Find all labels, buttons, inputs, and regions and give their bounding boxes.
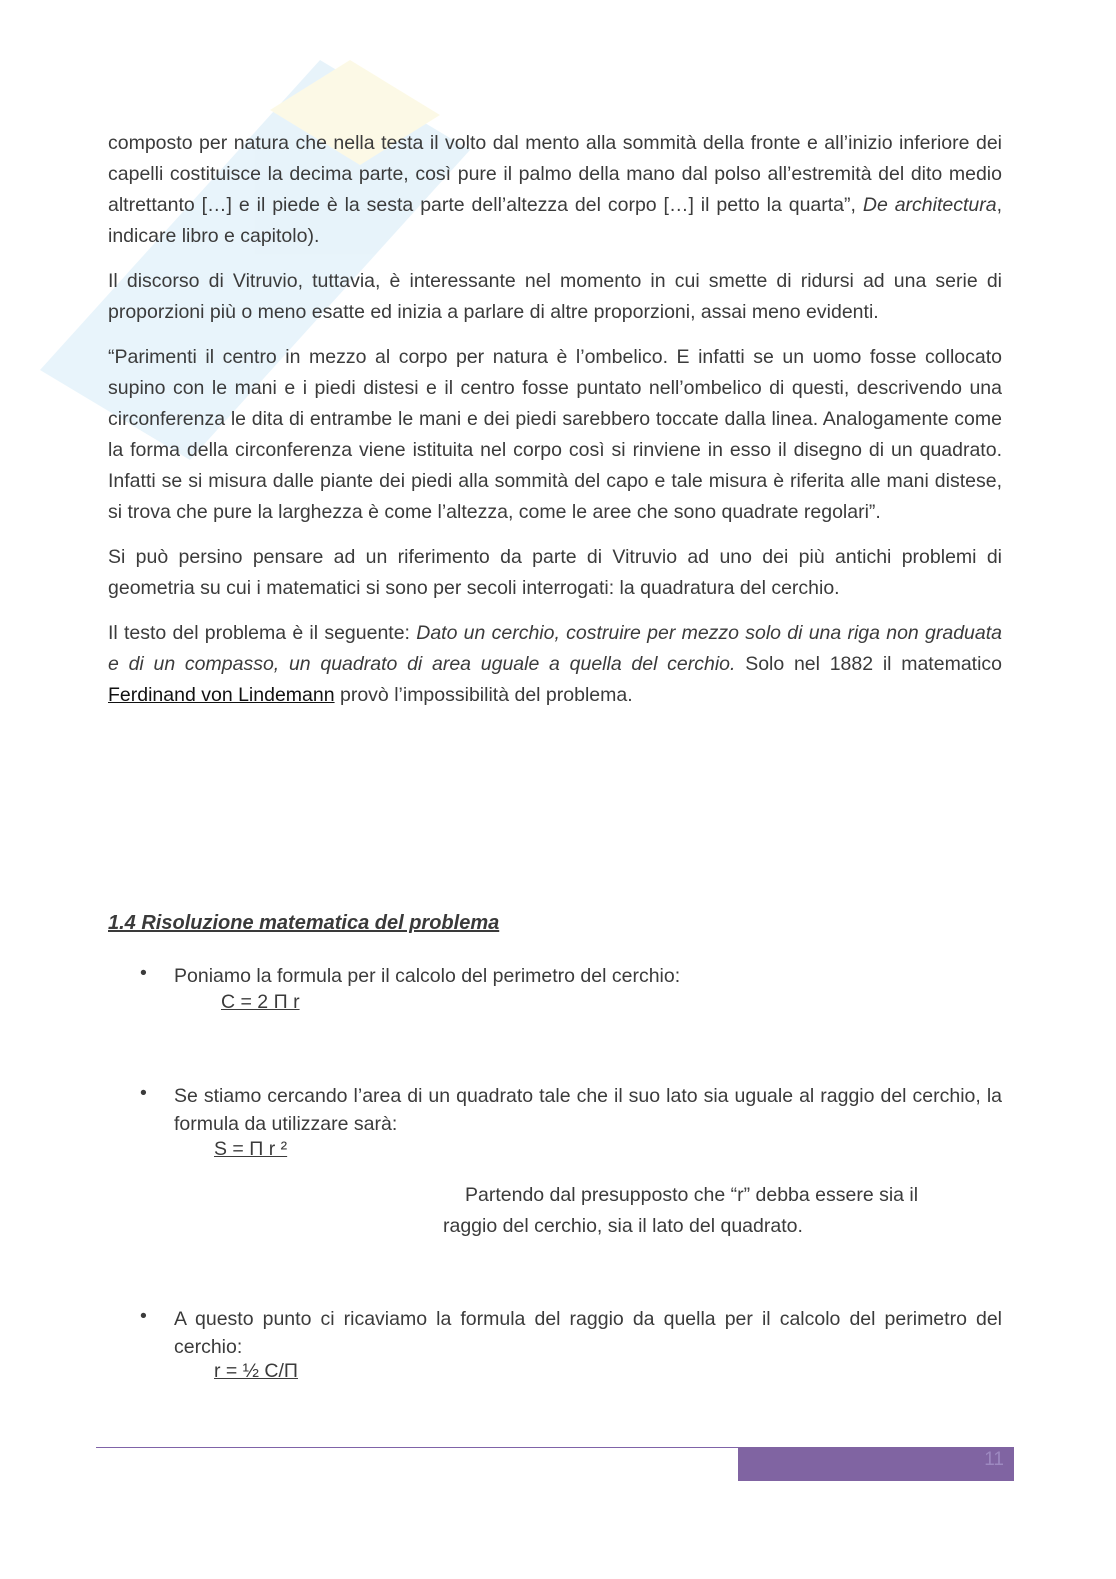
paragraph-5: Il testo del problema è il seguente: Dato un cerchio, costruire per mezzo solo di una riga non graduata e di un compasso, un quadrato di area uguale a quella del cerchio. Solo nel 1882 il matematico Ferdinand von Lindemann provò l’impossibilità del problema.: [108, 622, 1003, 706]
paragraph-2: Il discorso di Vitruvio, tuttavia, è interessante nel momento in cui smette di ridursi ad una serie di proporzioni più o meno esatte ed inizia a parlare di altre proporzioni, assai meno evidenti.: [108, 270, 1002, 323]
bullet-dot-icon: •: [140, 962, 147, 984]
paragraph-4: Si può persino pensare ad un riferimento da parte di Vitruvio ad uno dei più antichi problemi di geometria su cui i matematici si sono per secoli interrogati: la quadratura del cerchio.: [108, 546, 1002, 599]
note-line-2: raggio del cerchio, sia il lato del quadrato.: [443, 1215, 803, 1237]
page-number: 11: [984, 1449, 1004, 1470]
bullet-dot-icon: •: [140, 1082, 147, 1104]
bullet-1-text: Poniamo la formula per il calcolo del perimetro del cerchio:: [174, 965, 681, 987]
bullet-2-text: Se stiamo cercando l’area di un quadrato tale che il suo lato sia uguale al raggio del cerchio, la formula da utilizzare sarà:: [174, 1085, 1002, 1135]
formula-area: S = Π r ²: [214, 1138, 288, 1160]
bullet-dot-icon: •: [140, 1305, 147, 1327]
lindemann-link[interactable]: Ferdinand von Lindemann: [108, 684, 335, 706]
bullet-3-text: A questo punto ci ricaviamo la formula del raggio da quella per il calcolo del perimetro del cerchio:: [174, 1308, 1002, 1358]
page-number-box: [738, 1447, 1014, 1481]
paragraph-3: “Parimenti il centro in mezzo al corpo per natura è l’ombelico. E infatti se un uomo fosse collocato supino con le mani e i piedi distesi e il centro fosse puntato nell’ombelico di questi, descrivendo una circonferenza le dita di entrambe le mani e dei piedi sarebbero toccate dalla linea. Analogamente come la forma della circonferenza viene istituita nel corpo così si rinviene in esso il disegno di un quadrato. Infatti se si misura dalle piante dei piedi alla sommità del capo e tale misura è riferita alle mani distese, si trova che pure la larghezza è come l’altezza, come le aree che sono quadrate regolari”.: [108, 346, 1002, 523]
formula-perimeter: C = 2 Π r: [221, 991, 300, 1013]
paragraph-1: composto per natura che nella testa il volto dal mento alla sommità della fronte e all’inizio inferiore dei capelli costituisce la decima parte, così pure il palmo della mano dal polso all’estremità del dito medio altrettanto […] e il piede è la sesta parte dell’altezza del corpo […] il petto la quarta”, De architectura, indicare libro e capitolo).: [108, 132, 1002, 247]
formula-radius: r = ½ C/Π: [214, 1360, 298, 1382]
body-text: [108, 128, 1002, 725]
section-heading: 1.4 Risoluzione matematica del problema: [108, 912, 500, 934]
note-line-1: Partendo dal presupposto che “r” debba essere sia il: [465, 1184, 919, 1206]
